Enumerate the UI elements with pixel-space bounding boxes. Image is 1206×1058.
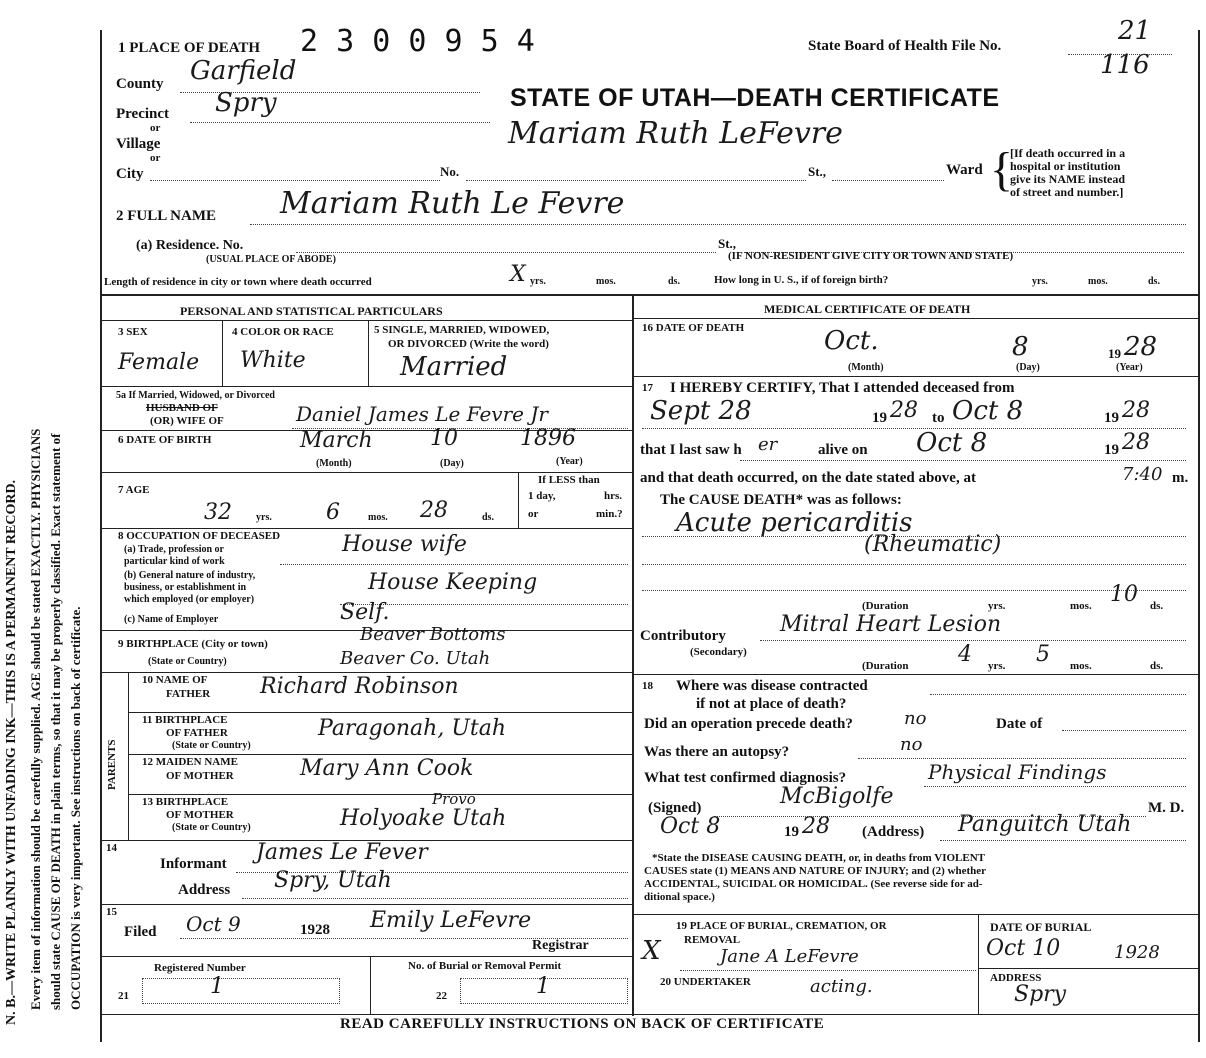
attended-to-date: Oct 8 (952, 396, 1024, 426)
burial-date: Oct 10 (986, 936, 1061, 961)
precinct-line (190, 122, 490, 123)
operation-label: Did an operation precede death? (644, 716, 853, 732)
footer-rule (100, 1014, 1198, 1015)
father-birth-label-2: OF FATHER (166, 727, 228, 739)
informant-value: James Le Fever (256, 840, 428, 865)
or-2: or (150, 152, 161, 164)
age-months: 6 (326, 500, 340, 525)
birthplace-state-label: (State or Country) (148, 656, 227, 667)
medical-heading: MEDICAL CERTIFICATE OF DEATH (764, 302, 971, 316)
single-label-1: 5 SINGLE, MARRIED, WIDOWED, (374, 324, 550, 336)
age-ds: ds. (482, 512, 494, 523)
burial-label-2: REMOVAL (684, 934, 741, 946)
rule-filed (100, 956, 632, 957)
file-no-label: State Board of Health File No. (808, 38, 1002, 54)
item-17: 17 (642, 382, 653, 394)
attended-to-prefix: 19 (1104, 410, 1119, 426)
length-residence-label: Length of residence in city or town where death occurred (104, 276, 372, 288)
how-long-mos: mos. (1088, 276, 1108, 287)
hospital-note-2: hospital or institution (1010, 159, 1121, 173)
attended-from-year: 28 (890, 398, 918, 423)
rule-dob (100, 472, 632, 473)
full-name-label: 2 FULL NAME (116, 208, 217, 224)
father-value: Richard Robinson (260, 674, 459, 699)
or-1: or (150, 122, 161, 134)
rule-father (128, 712, 632, 713)
cause-line-3 (642, 590, 1186, 591)
attended-to-year: 28 (1122, 398, 1150, 423)
personal-heading: PERSONAL AND STATISTICAL PARTICULARS (180, 304, 443, 318)
occupation-c-label: (c) Name of Employer (124, 614, 219, 625)
death-day: 8 (1012, 332, 1029, 362)
residence-line (296, 252, 716, 253)
dob-day-caption: (Day) (440, 458, 464, 469)
duration-ds-1: ds. (1150, 600, 1164, 612)
rule-sex (100, 386, 632, 387)
informant-address-line (242, 898, 628, 899)
informant-label: Informant (160, 856, 227, 872)
last-saw-date: Oct 8 (916, 428, 988, 458)
father-label-2: FATHER (166, 688, 211, 700)
occupation-c-value: Self. (340, 600, 390, 625)
occupation-a-line (280, 564, 628, 565)
duration-months-2: 5 (1036, 642, 1050, 667)
cause-primary-note: (Rheumatic) (864, 532, 1002, 557)
how-long-ds: ds. (1148, 276, 1160, 287)
occupation-b-2: business, or establishment in (124, 582, 247, 593)
parents-label: PARENTS (106, 739, 118, 790)
rule-father-birth (128, 754, 632, 755)
item-15: 15 (106, 906, 117, 918)
age-label: 7 AGE (118, 484, 150, 496)
parents-divider (128, 672, 129, 840)
dob-year: 1896 (520, 426, 576, 451)
burial-divider (978, 914, 979, 1014)
duration-mos-2: mos. (1070, 660, 1092, 672)
mother-birth-label-2: OF MOTHER (166, 809, 234, 821)
item-22: 22 (436, 990, 447, 1002)
duration-ds-2: ds. (1150, 660, 1164, 672)
occupation-b-value: House Keeping (368, 570, 538, 595)
mother-label-1: 12 MAIDEN NAME (142, 756, 238, 768)
burial-permit-label: No. of Burial or Removal Permit (408, 960, 562, 972)
contracted-line (930, 694, 1186, 695)
single-value: Married (400, 352, 508, 382)
mother-birth-over: Provo (432, 790, 476, 808)
death-month: Oct. (824, 326, 879, 356)
father-birth-label-3: (State or Country) (172, 740, 251, 751)
duration-days-1: 10 (1110, 582, 1138, 607)
test-value: Physical Findings (928, 760, 1107, 784)
age-days: 28 (420, 498, 448, 523)
married-label-2: HUSBAND OF (146, 402, 218, 414)
st-label: St., (808, 164, 827, 179)
age-years: 32 (204, 500, 232, 525)
place-of-death-label: 1 PLACE OF DEATH (118, 40, 261, 56)
physician-signature: McBigolfe (780, 784, 894, 809)
occupation-b-1: (b) General nature of industry, (124, 570, 256, 581)
registration-divider (370, 956, 371, 1014)
duration-yrs-2: yrs. (988, 660, 1006, 672)
rule-death-date (634, 376, 1198, 377)
physician-address-line (940, 840, 1186, 841)
married-label-3: (OR) WIFE OF (150, 415, 224, 427)
contracted-label-1: Where was disease contracted (676, 678, 868, 694)
informant-address-label: Address (178, 882, 231, 898)
outer-frame-left (100, 30, 102, 1042)
last-saw-her: er (758, 434, 778, 455)
last-saw-year: 28 (1122, 430, 1150, 455)
mother-label-2: OF MOTHER (166, 770, 234, 782)
precinct-value: Spry (215, 88, 277, 118)
duration-yrs-1: yrs. (988, 600, 1006, 612)
file-no-bottom: 116 (1100, 50, 1150, 80)
burial-permit-value: 1 (536, 974, 550, 999)
item-21: 21 (118, 990, 129, 1002)
autopsy-value: no (900, 734, 923, 755)
last-saw-text: that I last saw h (640, 442, 742, 458)
informant-address-value: Spry, Utah (274, 868, 392, 893)
city-label: City (116, 166, 144, 182)
rule-notes (634, 914, 1198, 915)
length-mos: mos. (596, 276, 616, 287)
operation-date-label: Date of (996, 716, 1043, 732)
no-line (466, 180, 806, 181)
attended-from-prefix: 19 (872, 410, 887, 426)
village-label: Village (116, 136, 161, 152)
ward-brace: { (990, 143, 1014, 196)
registered-number-label: Registered Number (154, 962, 246, 974)
last-saw-alive: alive on (818, 442, 868, 458)
registrar-label: Registrar (532, 938, 589, 953)
residence-label: (a) Residence. No. (136, 238, 244, 253)
death-year: 28 (1124, 332, 1158, 362)
burial-address: Spry (1014, 982, 1067, 1007)
mother-birth-label-1: 13 BIRTHPLACE (142, 796, 229, 808)
occupation-label: 8 OCCUPATION OF DECEASED (118, 530, 281, 542)
contributory-label: Contributory (640, 628, 726, 644)
contracted-label-2: if not at place of death? (696, 696, 847, 712)
dob-label: 6 DATE OF BIRTH (118, 434, 212, 446)
death-time-m: m. (1172, 470, 1189, 486)
father-birth-label-1: 11 BIRTHPLACE (142, 714, 228, 726)
file-no-top: 21 (1118, 16, 1152, 46)
operation-value: no (904, 708, 927, 729)
cause-line-2 (642, 564, 1186, 565)
filed-value: Oct 9 (186, 912, 241, 936)
divider-top (100, 294, 1198, 296)
birthplace-label: 9 BIRTHPLACE (City or town) (118, 638, 268, 650)
date-of-death-label: 16 DATE OF DEATH (642, 322, 745, 334)
mother-birth-label-3: (State or Country) (172, 822, 251, 833)
registered-number-box (142, 978, 340, 1004)
personal-heading-rule (100, 320, 632, 321)
length-yrs: yrs. (530, 276, 546, 287)
signed-year-prefix: 19 (784, 824, 799, 840)
note-line-1: *State the DISEASE CAUSING DEATH, or, in deaths from VIOLENT (652, 852, 986, 864)
rule-informant (100, 904, 632, 905)
registrar-signature: Emily LeFevre (370, 908, 532, 933)
margin-line-3: should state CAUSE OF DEATH in plain terms, so that it may be properly classified. Exact statement of (48, 433, 63, 1010)
color-divider (368, 320, 369, 386)
attended-to-label: to (932, 410, 945, 426)
burial-date-label: DATE OF BURIAL (990, 920, 1092, 934)
color-label: 4 COLOR OR RACE (232, 326, 334, 338)
less-or: or (528, 508, 539, 520)
city-line (150, 180, 440, 181)
spouse-value: Daniel James Le Fevre Jr (296, 402, 548, 426)
death-day-caption: (Day) (1016, 362, 1040, 373)
rule-mother (128, 794, 632, 795)
burial-place: Jane A LeFevre (720, 946, 859, 967)
rule-age (100, 528, 632, 529)
center-divider (632, 294, 634, 1016)
certificate-title: STATE OF UTAH—DEATH CERTIFICATE (510, 84, 1000, 112)
dob-day: 10 (430, 426, 458, 451)
less-label-1: If LESS than (538, 474, 600, 486)
cause-label: The CAUSE DEATH* was as follows: (660, 492, 902, 508)
contributory-line (760, 640, 1186, 641)
age-yrs: yrs. (256, 512, 272, 523)
age-mos: mos. (368, 512, 388, 523)
ward-label: Ward (946, 162, 983, 178)
burial-address-label: ADDRESS (990, 972, 1042, 984)
hospital-note-3: give its NAME instead (1010, 172, 1125, 186)
burial-mark: X (642, 936, 661, 966)
birthplace-state: Beaver Co. Utah (340, 648, 491, 669)
sex-value: Female (118, 350, 200, 375)
contributory-secondary: (Secondary) (690, 646, 747, 658)
attended-from-date: Sept 28 (650, 396, 752, 426)
death-year-prefix: 19 (1108, 346, 1121, 361)
married-label-1: 5a If Married, Widowed, or Divorced (116, 390, 275, 401)
operation-date-line (1062, 730, 1186, 731)
duration-mos-1: mos. (1070, 600, 1092, 612)
dob-year-caption: (Year) (556, 456, 583, 467)
no-label: No. (440, 164, 460, 179)
color-value: White (240, 348, 306, 373)
autopsy-label: Was there an autopsy? (644, 744, 790, 760)
less-divider (518, 472, 519, 528)
cause-primary: Acute pericarditis (676, 508, 913, 538)
precinct-label: Precinct (116, 106, 170, 122)
mother-birth-value: Holyoake Utah (340, 806, 507, 831)
autopsy-line (858, 758, 1186, 759)
cert-number: 2 3 0 0 9 5 4 (300, 24, 535, 59)
usual-abode-label: (USUAL PLACE OF ABODE) (206, 254, 336, 265)
name-written-top: Mariam Ruth LeFevre (508, 116, 843, 151)
burial-year: 1928 (1114, 942, 1160, 963)
dob-month-caption: (Month) (316, 458, 352, 469)
length-residence-value: X (510, 262, 526, 287)
father-birth-value: Paragonah, Utah (318, 716, 506, 741)
father-label-1: 10 NAME OF (142, 674, 208, 686)
cause-line-1 (642, 536, 1186, 537)
filed-year: 1928 (300, 922, 330, 938)
non-resident-label: (IF NON-RESIDENT GIVE CITY OR TOWN AND STATE) (728, 250, 1014, 262)
death-month-caption: (Month) (848, 362, 884, 373)
duration-years-2: 4 (958, 642, 972, 667)
dob-month: March (300, 428, 373, 453)
margin-line-4: OCCUPATION is very important. See instructions on back of certificate. (68, 606, 83, 1010)
last-saw-line (740, 460, 1186, 461)
filed-label: Filed (124, 924, 157, 940)
sex-label: 3 SEX (118, 326, 148, 338)
undertaker-label: 20 UNDERTAKER (660, 976, 751, 988)
full-name-line (250, 224, 1186, 225)
less-label-2: 1 day, (528, 490, 556, 502)
physician-address: Panguitch Utah (958, 812, 1132, 837)
item-14: 14 (106, 842, 117, 854)
single-label-2: OR DIVORCED (Write the word) (388, 338, 549, 350)
st-line (832, 180, 944, 181)
occupation-a-2: particular kind of work (124, 556, 225, 567)
certify-text: I HEREBY CERTIFY, That I attended deceased from (670, 380, 1015, 396)
full-name-value: Mariam Ruth Le Fevre (280, 186, 625, 221)
footer-instructions: READ CAREFULLY INSTRUCTIONS ON BACK OF CERTIFICATE (340, 1016, 825, 1032)
note-line-2: CAUSES state (1) MEANS AND NATURE OF INJURY; and (2) whether (644, 865, 987, 877)
birthplace-city: Beaver Bottoms (360, 624, 506, 645)
how-long-yrs: yrs. (1032, 276, 1048, 287)
hospital-note-4: of street and number.] (1010, 185, 1124, 199)
occupation-a-1: (a) Trade, profession or (124, 544, 224, 555)
signed-year: 28 (802, 814, 830, 839)
last-saw-prefix: 19 (1104, 442, 1119, 458)
how-long-label: How long in U. S., if of foreign birth? (714, 274, 889, 286)
duration-label-1: (Duration (862, 600, 909, 612)
burial-place-line (680, 970, 976, 971)
rule-burial (978, 968, 1198, 969)
undertaker-value: acting. (810, 976, 873, 997)
attended-line (642, 428, 1186, 429)
county-value: Garfield (190, 56, 297, 86)
item-18: 18 (642, 680, 653, 692)
occupation-b-3: which employed (or employer) (124, 594, 255, 605)
signed-date: Oct 8 (660, 814, 721, 839)
margin-line-2: Every item of information should be carefully supplied. AGE should be stated EXACTLY. PHYSICIANS (28, 428, 43, 1010)
sex-divider (222, 320, 223, 386)
mother-value: Mary Ann Cook (300, 756, 474, 781)
test-line (924, 786, 1186, 787)
physician-address-label: (Address) (862, 824, 925, 840)
length-ds: ds. (668, 276, 680, 287)
hospital-note-1: [If death occurred in a (1010, 146, 1126, 160)
rule-birthplace (100, 672, 632, 673)
note-line-4: ditional space.) (644, 891, 715, 903)
file-no-line (1068, 54, 1172, 55)
medical-heading-rule (634, 318, 1198, 319)
registered-number-value: 1 (210, 974, 224, 999)
burial-label-1: 19 PLACE OF BURIAL, CREMATION, OR (676, 920, 887, 932)
outer-frame-right (1198, 30, 1200, 1042)
county-label: County (116, 76, 164, 92)
md-label: M. D. (1148, 800, 1185, 816)
death-time: 7:40 (1122, 464, 1163, 485)
margin-notice: N. B.—WRITE PLAINLY WITH UNFADING INK—THIS IS A PERMANENT RECORD. (4, 479, 19, 1025)
occupation-a-value: House wife (342, 532, 467, 557)
residence-st-label: St., (718, 236, 737, 251)
death-year-caption: (Year) (1116, 362, 1143, 373)
less-min: min.? (596, 508, 623, 520)
signed-label: (Signed) (648, 800, 702, 816)
death-occurred-text: and that death occurred, on the date stated above, at (640, 470, 976, 486)
contributory-value: Mitral Heart Lesion (780, 612, 1002, 637)
less-hrs: hrs. (604, 490, 623, 502)
rule-cause (634, 674, 1198, 675)
duration-label-2: (Duration (862, 660, 909, 672)
test-label: What test confirmed diagnosis? (644, 770, 847, 786)
note-line-3: ACCIDENTAL, SUICIDAL OR HOMICIDAL. (See reverse side for ad- (644, 878, 983, 890)
